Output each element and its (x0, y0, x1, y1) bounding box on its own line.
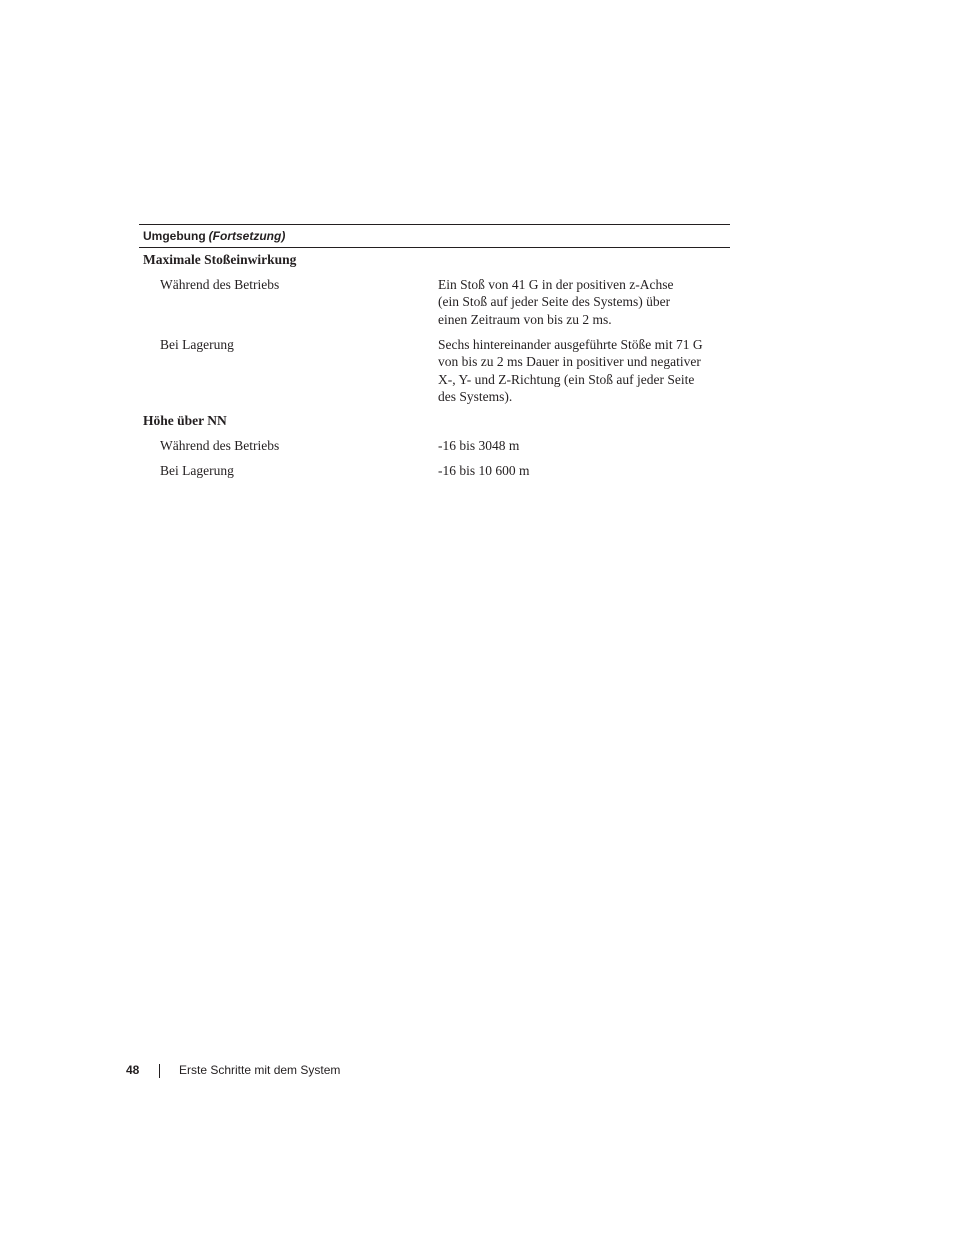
value-line: -16 bis 10 600 m (438, 463, 530, 478)
footer-divider (159, 1064, 160, 1078)
row-value-shock-storage (438, 336, 730, 405)
row-label-altitude-operating: Während des Betriebs (160, 438, 280, 453)
value-line: einen Zeitraum von bis zu 2 ms. (438, 311, 612, 327)
row-label-altitude-storage: Bei Lagerung (160, 463, 234, 478)
section-title-shock: Maximale Stoßeinwirkung (143, 252, 297, 267)
row-value-altitude-storage (438, 462, 730, 479)
footer (126, 1062, 139, 1078)
value-line: (ein Stoß auf jeder Seite des Systems) über (438, 294, 671, 310)
value-line: -16 bis 3048 m (438, 438, 520, 453)
row-value-altitude-operating (438, 437, 730, 454)
row-label-shock-storage: Bei Lagerung (160, 337, 234, 352)
value-line: von bis zu 2 ms Dauer in positiver und negativer (438, 354, 701, 370)
value-line: X-, Y- und Z-Richtung (ein Stoß auf jeder Seite (438, 371, 695, 387)
value-line: Sechs hintereinander ausgeführte Stöße mit 71 G (438, 337, 703, 352)
row-value-shock-operating (438, 276, 730, 328)
table-header-title: Umgebung (143, 229, 206, 243)
table-header (139, 224, 730, 248)
spec-table (139, 224, 730, 478)
value-line: Ein Stoß von 41 G in der positiven z-Achse (438, 277, 674, 292)
footer-title: Erste Schritte mit dem System (179, 1063, 341, 1077)
table-header-continuation: (Fortsetzung) (208, 229, 286, 243)
value-line: des Systems). (438, 388, 513, 404)
row-label-shock-operating: Während des Betriebs (160, 277, 280, 292)
section-title-altitude: Höhe über NN (143, 413, 227, 428)
page-number: 48 (126, 1063, 140, 1077)
